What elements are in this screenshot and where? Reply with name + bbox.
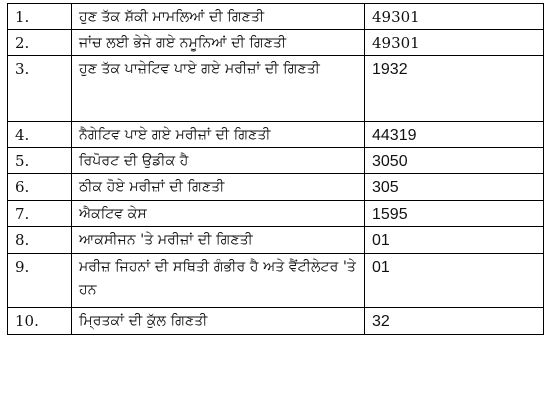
row-number: 6. xyxy=(8,174,72,201)
table-row xyxy=(8,4,544,30)
row-label: ਐਕਟਿਵ ਕੇਸ xyxy=(72,201,365,227)
table-row xyxy=(8,308,544,335)
row-number: 5. xyxy=(8,148,72,174)
row-label: ਮਰੀਜ਼ ਜਿਹਨਾਂ ਦੀ ਸਥਿਤੀ ਗੰਭੀਰ ਹੈ ਅਤੇ ਵੈਂਟੀਲੇਟਰ 'ਤੇ ਹਨ xyxy=(72,254,365,308)
row-value: 01 xyxy=(365,254,544,308)
table-row xyxy=(8,174,544,201)
row-value: 305 xyxy=(365,174,544,201)
row-label: ਹੁਣ ਤੱਕ ਪਾਜ਼ੇਟਿਵ ਪਾਏ ਗਏ ਮਰੀਜ਼ਾਂ ਦੀ ਗਿਣਤੀ xyxy=(72,56,365,122)
row-value: 01 xyxy=(365,227,544,254)
row-label: ਆਕਸੀਜਨ 'ਤੇ ਮਰੀਜ਼ਾਂ ਦੀ ਗਿਣਤੀ xyxy=(72,227,365,254)
row-value: 3050 xyxy=(365,148,544,174)
row-label: ਮ੍ਰਿਤਕਾਂ ਦੀ ਕੁੱਲ ਗਿਣਤੀ xyxy=(72,308,365,335)
table-row xyxy=(8,254,544,308)
row-number: 7. xyxy=(8,201,72,227)
row-value: 1932 xyxy=(365,56,544,122)
table-row xyxy=(8,201,544,227)
row-number: 9. xyxy=(8,254,72,308)
row-number: 3. xyxy=(8,56,72,122)
table-row xyxy=(8,227,544,254)
statistics-table xyxy=(7,3,544,335)
row-number: 2. xyxy=(8,30,72,56)
table-row xyxy=(8,148,544,174)
row-label: ਹੁਣ ਤੱਕ ਸ਼ੱਕੀ ਮਾਮਲਿਆਂ ਦੀ ਗਿਣਤੀ xyxy=(72,4,365,30)
row-number: 4. xyxy=(8,122,72,148)
row-number: 10. xyxy=(8,308,72,335)
row-value: 32 xyxy=(365,308,544,335)
table-row xyxy=(8,56,544,122)
row-label: ਨੈਗੇਟਿਵ ਪਾਏ ਗਏ ਮਰੀਜ਼ਾਂ ਦੀ ਗਿਣਤੀ xyxy=(72,122,365,148)
row-value: 49301 xyxy=(365,4,544,30)
row-number: 8. xyxy=(8,227,72,254)
row-label: ਜਾਂਚ ਲਈ ਭੇਜੇ ਗਏ ਨਮੂਨਿਆਂ ਦੀ ਗਿਣਤੀ xyxy=(72,30,365,56)
row-value: 1595 xyxy=(365,201,544,227)
row-number: 1. xyxy=(8,4,72,30)
row-label: ਰਿਪੋਰਟ ਦੀ ਉਡੀਕ ਹੈ xyxy=(72,148,365,174)
row-value: 49301 xyxy=(365,30,544,56)
row-value: 44319 xyxy=(365,122,544,148)
table-row xyxy=(8,122,544,148)
table-row xyxy=(8,30,544,56)
row-label: ਠੀਕ ਹੋਏ ਮਰੀਜ਼ਾਂ ਦੀ ਗਿਣਤੀ xyxy=(72,174,365,201)
